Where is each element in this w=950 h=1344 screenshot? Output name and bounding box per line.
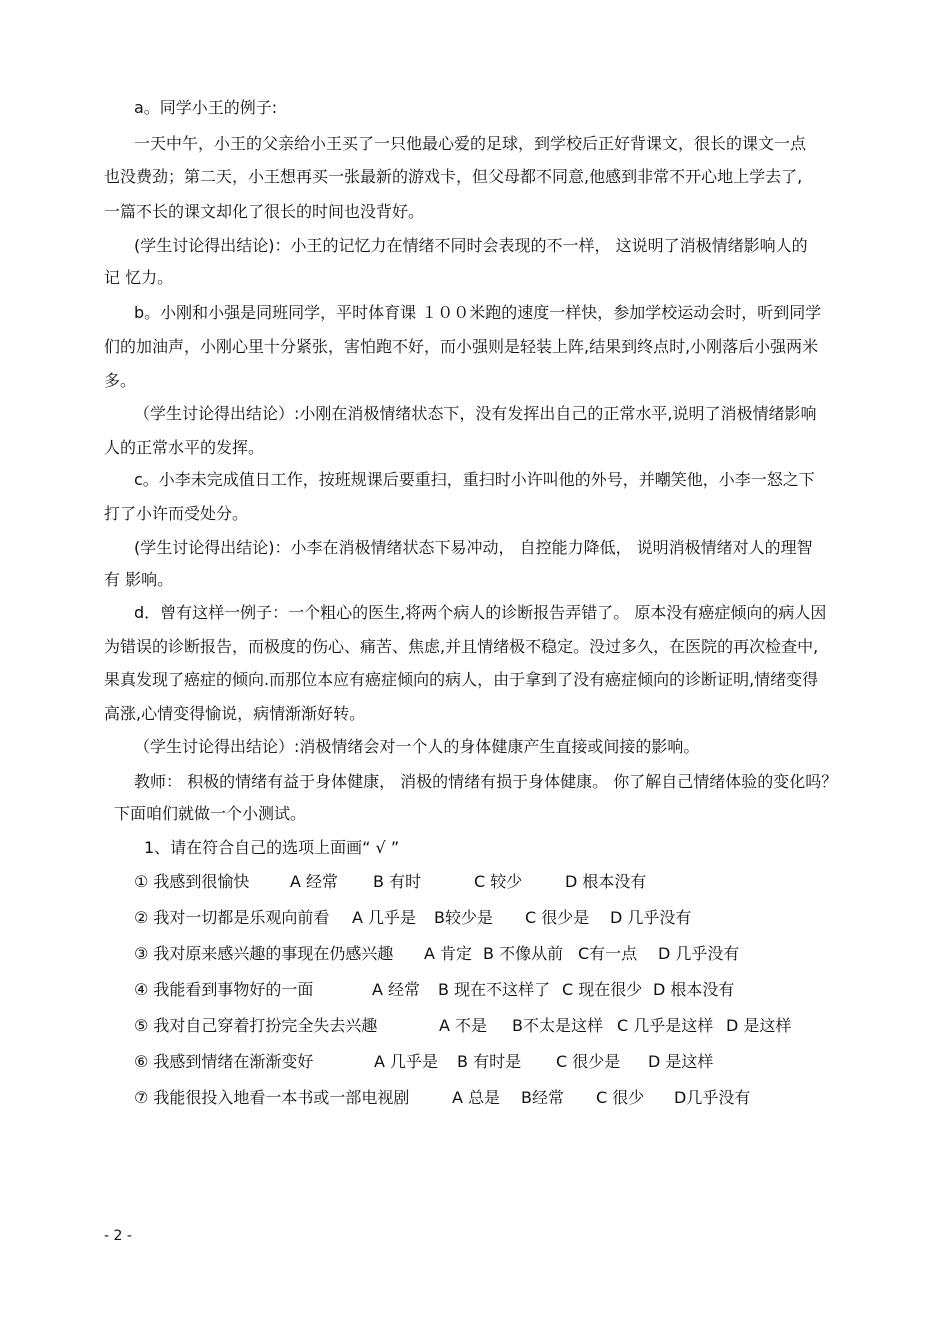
question-text: ① 我感到很愉快 <box>134 872 250 891</box>
text-line: 打了小许而受处分。 <box>104 504 249 523</box>
option-a: A 不是 <box>439 1016 488 1035</box>
option-c: C 很少 <box>596 1088 645 1107</box>
text-line: c。小李未完成值日工作，按班规课后要重扫，重扫时小许叫他的外号，并嘲笑他，小李一怒之下 <box>134 470 815 489</box>
option-c: C 很少是 <box>525 908 590 927</box>
text-line: 们的加油声，小刚心里十分紧张，害怕跑不好，而小强则是轻装上阵,结果到终点时,小刚落后小强两米 <box>104 337 819 356</box>
option-b: B 不像从前 <box>483 944 564 963</box>
option-a: A 经常 <box>372 980 421 999</box>
text-line: 1、请在符合自己的选项上面画“ √ ” <box>144 838 400 857</box>
option-b: B 有时 <box>373 872 422 891</box>
text-line: 多。 <box>104 371 137 390</box>
text-line: （学生讨论得出结论）:小刚在消极情绪状态下，没有发挥出自己的正常水平,说明了消极情绪影响 <box>134 404 817 423</box>
option-b: B不太是这样 <box>512 1016 603 1035</box>
option-c: C有一点 <box>578 944 638 963</box>
option-d: D 根本没有 <box>565 872 647 891</box>
question-text: ⑥ 我感到情绪在渐渐变好 <box>134 1052 314 1071</box>
option-d: D 是这样 <box>726 1016 792 1035</box>
text-line: 有 影响。 <box>104 570 174 589</box>
text-line: 人的正常水平的发挥。 <box>104 438 265 457</box>
option-c: C 较少 <box>474 872 523 891</box>
option-d: D 几乎没有 <box>610 908 692 927</box>
text-line: (学生讨论得出结论)：小王的记忆力在情绪不同时会表现的不一样， 这说明了消极情绪影响人的 <box>134 236 808 255</box>
question-text: ⑤ 我对自己穿着打扮完全失去兴趣 <box>134 1016 378 1035</box>
option-b: B 现在不这样了 <box>438 980 551 999</box>
option-a: A 经常 <box>290 872 339 891</box>
question-text: ② 我对一切都是乐观向前看 <box>134 908 330 927</box>
text-line: b。小刚和小强是同班同学，平时体育课 １００米跑的速度一样快，参加学校运动会时，听到同学 <box>134 303 822 322</box>
option-d: D 根本没有 <box>653 980 735 999</box>
text-line: （学生讨论得出结论）:消极情绪会对一个人的身体健康产生直接或间接的影响。 <box>134 737 700 756</box>
text-line: d．曾有这样一例子：一个粗心的医生,将两个病人的诊断报告弄错了。 原本没有癌症倾向的病人因 <box>134 603 827 622</box>
text-line: 高涨,心情变得愉说，病情渐渐好转。 <box>104 704 366 723</box>
option-a: A 总是 <box>452 1088 501 1107</box>
text-line: 为错误的诊断报告，而极度的伤心、痛苦、焦虑,并且情绪极不稳定。没过多久，在医院的再次检查中, <box>104 637 819 656</box>
text-line: a。同学小王的例子: <box>134 98 278 117</box>
text-line: (学生讨论得出结论)：小李在消极情绪状态下易冲动， 自控能力降低， 说明消极情绪对人的理智 <box>134 538 813 557</box>
option-b: B 有时是 <box>457 1052 522 1071</box>
text-line: 下面咱们就做一个小测试。 <box>114 804 307 823</box>
text-line: 也没费劲；第二天，小王想再买一张最新的游戏卡，但父母都不同意,他感到非常不开心地上学去了, <box>104 167 803 186</box>
text-line: 一篇不长的课文却化了很长的时间也没背好。 <box>104 202 425 221</box>
option-c: C 很少是 <box>556 1052 621 1071</box>
question-text: ④ 我能看到事物好的一面 <box>134 980 314 999</box>
option-b: B较少是 <box>434 908 493 927</box>
text-line: 教师： 积极的情绪有益于身体健康， 消极的情绪有损于身体健康。 你了解自己情绪体验的变化吗？ <box>134 772 838 791</box>
option-a: A 肯定 <box>424 944 473 963</box>
option-d: D 几乎没有 <box>658 944 740 963</box>
text-line: 果真发现了癌症的倾向.而那位本应有癌症倾向的病人，由于拿到了没有癌症倾向的诊断证明,情绪变得 <box>104 670 819 689</box>
option-d: D几乎没有 <box>674 1088 751 1107</box>
question-text: ⑦ 我能很投入地看一本书或一部电视剧 <box>134 1088 410 1107</box>
question-text: ③ 我对原来感兴趣的事现在仍感兴趣 <box>134 944 394 963</box>
option-d: D 是这样 <box>648 1052 714 1071</box>
text-line: 一天中午，小王的父亲给小王买了一只他最心爱的足球，到学校后正好背课文，很长的课文一点 <box>134 134 807 153</box>
option-c: C 几乎是这样 <box>617 1016 714 1035</box>
option-c: C 现在很少 <box>562 980 643 999</box>
text-line: 记 忆力。 <box>104 268 174 287</box>
page-number: - 2 - <box>104 1228 132 1244</box>
option-a: A 几乎是 <box>352 908 417 927</box>
option-a: A 几乎是 <box>374 1052 439 1071</box>
option-b: B经常 <box>521 1088 564 1107</box>
